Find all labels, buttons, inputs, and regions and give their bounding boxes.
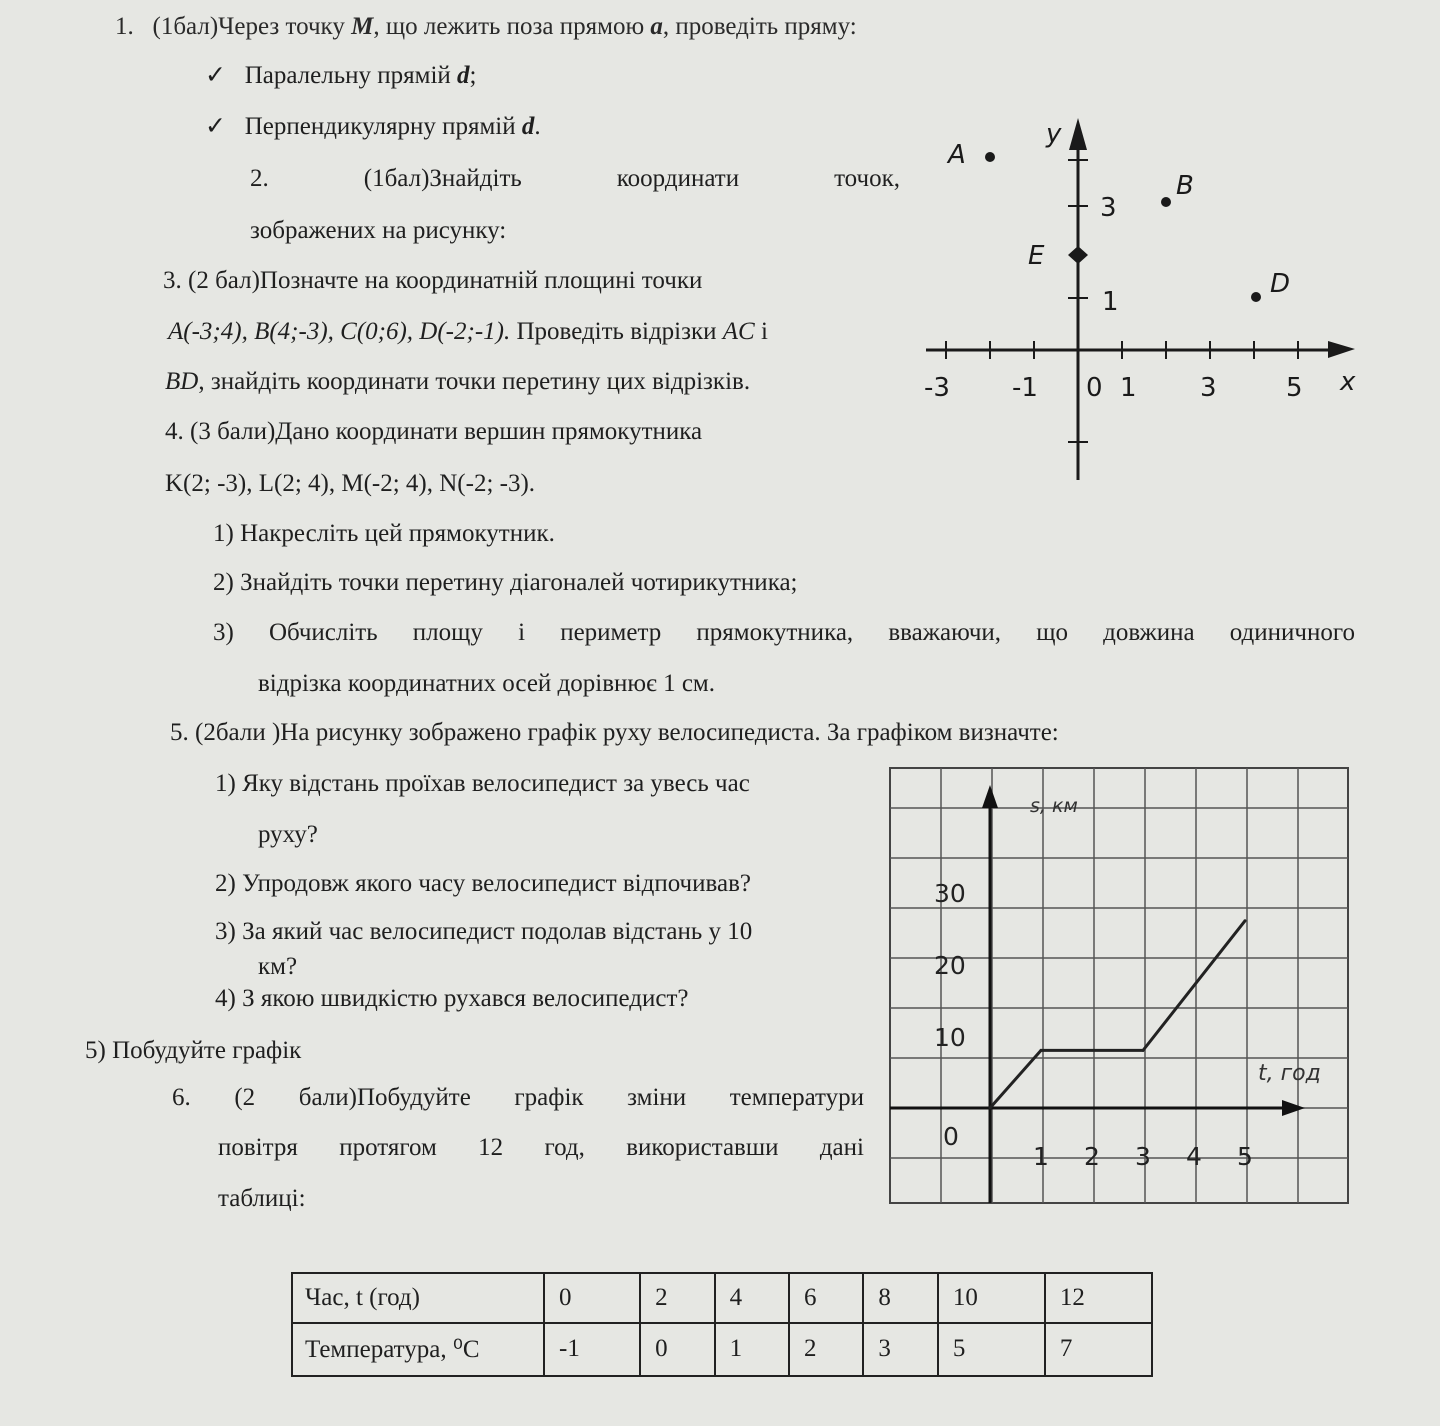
table-cell: 0 bbox=[640, 1323, 714, 1376]
q1-text-a: (1бал)Через точку bbox=[152, 13, 352, 40]
point-a-label: A bbox=[948, 140, 966, 170]
q3-line1: 3. (2 бал)Позначте на координатній площині точки bbox=[163, 267, 703, 294]
q4-item3-w8: довжина bbox=[1103, 619, 1195, 646]
x-tick-label: 5 bbox=[1237, 1142, 1253, 1171]
x-tick-label: -3 bbox=[924, 373, 950, 403]
x-tick-label: 1 bbox=[1120, 373, 1137, 403]
y-tick-label: 30 bbox=[934, 879, 966, 908]
q1-item2-end: . bbox=[534, 113, 541, 140]
x-tick-label: 3 bbox=[1200, 373, 1217, 403]
q6-w1: бали)Побудуйте bbox=[298, 1084, 471, 1111]
q6-w0: (2 bbox=[234, 1084, 256, 1111]
y-tick-label: 20 bbox=[934, 951, 966, 980]
q3-seg1: AC bbox=[722, 318, 755, 345]
x-tick-label: 4 bbox=[1186, 1142, 1202, 1171]
y-tick-label: 0 bbox=[943, 1122, 959, 1151]
q4-item3-w9: одиничного bbox=[1229, 619, 1355, 646]
q5-item1-cont: руху? bbox=[258, 821, 318, 848]
q1-item1-text: Паралельну прямій bbox=[244, 62, 458, 89]
q5-line1: 5. (2бали )На рисунку зображено графік руху велосипедиста. За графіком визначте: bbox=[170, 719, 1059, 746]
q3-seg2: BD bbox=[165, 368, 199, 395]
q5-item2: 2) Упродовж якого часу велосипедист відпочивав? bbox=[215, 870, 751, 897]
q5-item1: 1) Яку відстань проїхав велосипедист за увесь час bbox=[215, 770, 750, 797]
x-axis-label: x bbox=[1340, 367, 1356, 397]
series-line bbox=[990, 921, 1245, 1108]
q3-line3-rest: , знайдіть координати точки перетину цих відрізків. bbox=[198, 368, 751, 395]
q2-line2: зображених на рисунку: bbox=[250, 217, 507, 244]
q2-word1: (1бал)Знайдіть bbox=[363, 165, 522, 192]
q1-var-a: a bbox=[650, 13, 663, 40]
q2-number: 2. bbox=[250, 165, 269, 192]
q6-w2: графік bbox=[514, 1084, 584, 1111]
x-tick-label: 0 bbox=[1086, 373, 1103, 403]
table-cell: 7 bbox=[1045, 1323, 1152, 1376]
y-axis-arrow-icon bbox=[982, 785, 998, 808]
table-cell: 5 bbox=[938, 1323, 1045, 1376]
table-cell: -1 bbox=[544, 1323, 640, 1376]
q4-item3-w3: і bbox=[518, 619, 526, 646]
q4-item3-w4: периметр bbox=[560, 619, 662, 646]
y-axis-label: s, км bbox=[1030, 795, 1078, 817]
x-tick-label: 5 bbox=[1286, 373, 1303, 403]
q6-l2-w5: дані bbox=[819, 1134, 864, 1161]
q1-var-m: M bbox=[351, 13, 374, 40]
table-cell: 2 bbox=[789, 1323, 863, 1376]
q2-word2: координати bbox=[616, 165, 740, 192]
q4-line1: 4. (3 бали)Дано координати вершин прямокутника bbox=[165, 418, 703, 445]
table-cell: 3 bbox=[863, 1323, 937, 1376]
table-cell: 6 bbox=[789, 1273, 863, 1323]
q4-item3-w1: Обчисліть bbox=[269, 619, 378, 646]
point-e-label: E bbox=[1028, 241, 1045, 271]
q4-item3-w0: 3) bbox=[213, 619, 234, 646]
q6-l2-w3: год, bbox=[544, 1134, 585, 1161]
q4-item3-w7: що bbox=[1036, 619, 1068, 646]
q5-item3-cont: км? bbox=[258, 953, 298, 980]
q4-item2: 2) Знайдіть точки перетину діагоналей чотирикутника; bbox=[213, 569, 798, 596]
data-point bbox=[1142, 1049, 1145, 1052]
q6-w3: зміни bbox=[627, 1084, 687, 1111]
data-point bbox=[1244, 919, 1247, 922]
q4-item3-w2: площу bbox=[412, 619, 483, 646]
table-cell: 10 bbox=[938, 1273, 1045, 1323]
q4-item1: 1) Накресліть цей прямокутник. bbox=[213, 520, 555, 547]
table-cell: 8 bbox=[863, 1273, 937, 1323]
q3-and: і bbox=[754, 318, 768, 345]
q1-item1-end: ; bbox=[469, 62, 477, 89]
checkmark-icon: ✓ bbox=[205, 113, 226, 140]
x-tick-label: 2 bbox=[1084, 1142, 1100, 1171]
y-tick-label: 3 bbox=[1100, 193, 1117, 223]
q2-word3: точок, bbox=[834, 165, 900, 192]
q6-l2-w1: протягом bbox=[339, 1134, 437, 1161]
table-row-time bbox=[292, 1273, 1152, 1323]
q1-text-b: , що лежить поза прямою bbox=[373, 13, 651, 40]
x-axis-label: t, год bbox=[1258, 1061, 1321, 1086]
row-header-time: Час, t (год) bbox=[292, 1273, 544, 1323]
x-axis-arrow-icon bbox=[1282, 1100, 1305, 1116]
y-tick-label: 10 bbox=[934, 1023, 966, 1052]
data-point bbox=[1040, 1049, 1043, 1052]
q6-line3: таблиці: bbox=[218, 1185, 306, 1212]
q1-item1-var: d bbox=[457, 62, 470, 89]
checkmark-icon: ✓ bbox=[205, 62, 226, 89]
table-cell: 1 bbox=[715, 1323, 789, 1376]
q5-item5: 5) Побудуйте графік bbox=[85, 1037, 302, 1064]
q4-item3-line2: відрізка координатних осей дорівнює 1 см. bbox=[258, 670, 715, 697]
row-header-temperature: Температура, ⁰C bbox=[292, 1323, 544, 1376]
x-tick-label: -1 bbox=[1012, 373, 1038, 403]
table-cell: 2 bbox=[640, 1273, 714, 1323]
chart-series bbox=[989, 919, 1247, 1109]
q3-line2-rest: Проведіть відрізки bbox=[510, 318, 723, 345]
q6-w4: температури bbox=[729, 1084, 864, 1111]
table-cell: 4 bbox=[715, 1273, 789, 1323]
q6-l2-w0: повітря bbox=[218, 1134, 298, 1161]
x-tick-label: 3 bbox=[1135, 1142, 1151, 1171]
q4-vertices: K(2; -3), L(2; 4), M(-2; 4), N(-2; -3). bbox=[165, 470, 536, 497]
q4-item3-w5: прямокутника, bbox=[696, 619, 854, 646]
q5-item3: 3) За який час велосипедист подолав відстань у 10 bbox=[215, 918, 753, 945]
q1-item2-var: d bbox=[521, 113, 535, 140]
q1-text-c: , проведіть пряму: bbox=[662, 13, 857, 40]
y-axis-label: y bbox=[1046, 119, 1062, 149]
x-tick-label: 1 bbox=[1033, 1142, 1049, 1171]
data-point bbox=[989, 1107, 992, 1110]
q6-number: 6. bbox=[172, 1084, 191, 1111]
point-b-label: B bbox=[1176, 171, 1194, 201]
table-cell: 0 bbox=[544, 1273, 640, 1323]
table-row-temperature bbox=[292, 1323, 1152, 1376]
table-cell: 12 bbox=[1045, 1273, 1152, 1323]
q1-item2-text: Перпендикулярну прямій bbox=[244, 113, 522, 140]
q6-l2-w2: 12 bbox=[478, 1134, 504, 1161]
q3-points: A(-3;4), B(4;-3), C(0;6), D(-2;-1). bbox=[168, 318, 511, 345]
point-d-label: D bbox=[1270, 269, 1291, 299]
q5-item4: 4) З якою швидкістю рухався велосипедист? bbox=[215, 985, 689, 1012]
q4-item3-w6: вважаючи, bbox=[888, 619, 1002, 646]
q6-l2-w4: використавши bbox=[626, 1134, 779, 1161]
temperature-table bbox=[291, 1272, 1153, 1377]
q1-number: 1. bbox=[115, 13, 134, 40]
y-tick-label: 1 bbox=[1102, 287, 1119, 317]
